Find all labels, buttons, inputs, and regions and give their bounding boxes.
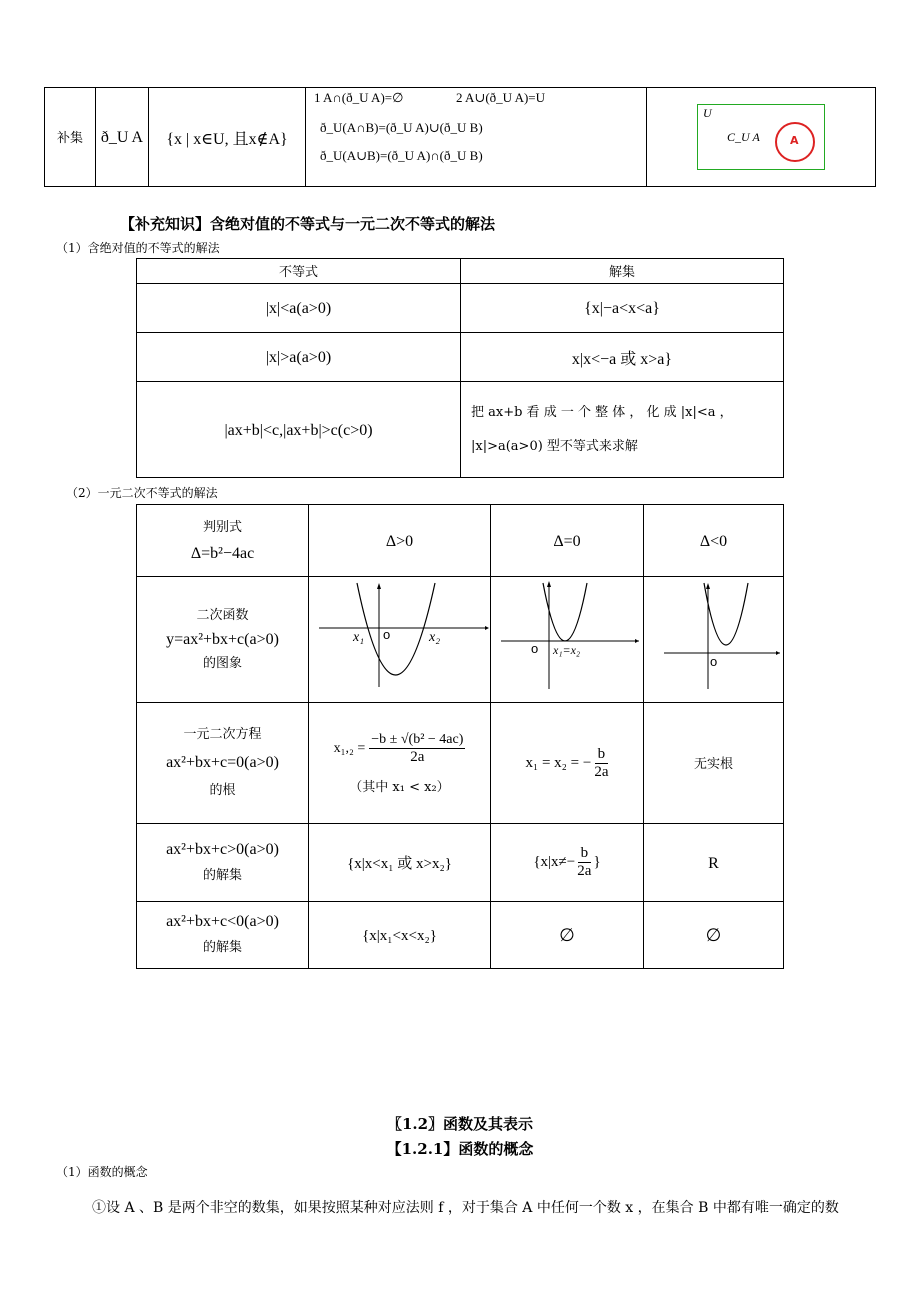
- case-neg: Δ<0: [644, 505, 784, 577]
- parabola-no-root-graph: [644, 577, 783, 698]
- quad-section-label: （2）一元二次不等式的解法: [66, 486, 218, 500]
- root-pos-note: （其中 x₁ < x₂）: [349, 779, 450, 795]
- abs-header-ineq: 不等式: [137, 259, 461, 284]
- graph-neg-origin: o: [710, 654, 718, 669]
- supplement-title: 【补充知识】含绝对值的不等式与一元二次不等式的解法: [120, 215, 496, 233]
- gt-zero-cell: [491, 824, 644, 902]
- root-pos-num: −b ± √(b² − 4ac): [371, 731, 464, 747]
- graph-pos-x2: x₂: [429, 630, 441, 645]
- abs-row2-ineq: |x|>a(a>0): [137, 333, 461, 382]
- case-pos: Δ>0: [309, 505, 491, 577]
- gt-zero-den: 2a: [577, 863, 592, 879]
- abs-row3-sol: [461, 382, 784, 478]
- abs-table: [136, 258, 784, 478]
- root-zero-cell: [491, 703, 644, 824]
- abs-row2-sol: x|x<−a 或 x>a}: [461, 333, 784, 382]
- complement-notation: ð_U A: [100, 129, 144, 146]
- gt-neg-cell: R: [644, 824, 784, 902]
- lt-neg-cell: ∅: [644, 902, 784, 969]
- graph-zero-cell: [491, 577, 644, 703]
- section-1-2-1-title: 【1.2.1】函数的概念: [386, 1140, 534, 1158]
- graph-neg-cell: [644, 577, 784, 703]
- graph-zero-double-root: x₁=x₂: [553, 643, 581, 657]
- graph-pos-x1: x₁: [353, 630, 365, 645]
- root-neg-cell: 无实根: [644, 703, 784, 824]
- case-zero: Δ=0: [491, 505, 644, 577]
- quad-table: [136, 504, 784, 969]
- graph-row-label: 二次函数 y=ax²+bx+c(a>0) 的图象: [137, 577, 309, 703]
- venn-complement-label: C_U A: [727, 130, 760, 144]
- complement-definition-cell: [149, 88, 306, 187]
- lt-row-label: ax²+bx+c<0(a>0) 的解集: [137, 902, 309, 969]
- lt-zero-cell: ∅: [491, 902, 644, 969]
- complement-prop3: ð_U(A∪B)=(ð_U A)∩(ð_U B): [320, 148, 483, 163]
- root-row-label: 一元二次方程 ax²+bx+c=0(a>0) 的根: [137, 703, 309, 824]
- abs-row3-sol-line2: |x|>a(a>0) 型不等式来求解: [471, 438, 638, 454]
- concept-label: （1）函数的概念: [56, 1165, 148, 1179]
- gt-zero-num: b: [578, 845, 592, 863]
- complement-name: 补集: [56, 130, 83, 146]
- concept-text: ①设 A 、B 是两个非空的数集，如果按照某种对应法则 f ，对于集合 A 中任何一个数 x ，在集合 B 中都有唯一确定的数: [92, 1200, 839, 1216]
- root-zero-num: b: [595, 746, 609, 764]
- complement-prop1-left: 1 A∩(ð_U A)=∅: [314, 90, 404, 105]
- venn-set-label: A: [790, 134, 799, 147]
- root-pos-den: 2a: [410, 748, 425, 765]
- complement-prop1-right: 2 A∪(ð_U A)=U: [456, 90, 546, 105]
- abs-header-sol: 解集: [461, 259, 784, 284]
- graph-zero-origin: o: [531, 641, 539, 656]
- complement-notation-cell: [96, 88, 149, 187]
- gt-pos-cell: {x|x<x₁ 或 x>x₂}: [309, 824, 491, 902]
- complement-table: [44, 87, 876, 187]
- root-zero-den: 2a: [594, 763, 609, 780]
- parabola-one-root-graph: [491, 577, 643, 698]
- venn-universe-label: U: [703, 106, 712, 120]
- complement-properties-cell: [306, 88, 647, 187]
- complement-prop2: ð_U(A∩B)=(ð_U A)∪(ð_U B): [320, 120, 483, 135]
- disc-header: 判别式 Δ=b²−4ac: [137, 505, 309, 577]
- root-zero-lhs: x₁ = x₂ = −: [525, 754, 592, 771]
- abs-row1-ineq: |x|<a(a>0): [137, 284, 461, 333]
- complement-name-cell: [45, 88, 96, 187]
- gt-zero-pre: {x|x≠−: [533, 854, 576, 870]
- abs-row3-ineq: |ax+b|<c,|ax+b|>c(c>0): [137, 382, 461, 478]
- parabola-two-roots-graph: [309, 577, 490, 698]
- complement-venn-cell: [647, 88, 876, 187]
- complement-definition: {x | x∈U, 且x∉A}: [166, 130, 288, 148]
- graph-pos-origin: o: [383, 627, 391, 642]
- gt-zero-post: }: [593, 854, 601, 870]
- abs-row3-sol-line1: 把 ax+b 看 成 一 个 整 体 ， 化 成 |x|<a ，: [471, 404, 733, 420]
- abs-section-label: （1）含绝对值的不等式的解法: [56, 241, 220, 255]
- root-pos-lhs: x₁,₂ =: [333, 740, 366, 756]
- gt-row-label: ax²+bx+c>0(a>0) 的解集: [137, 824, 309, 902]
- graph-pos-cell: [309, 577, 491, 703]
- lt-pos-cell: {x|x₁<x<x₂}: [309, 902, 491, 969]
- root-pos-cell: [309, 703, 491, 824]
- section-1-2-title: 〖1.2〗函数及其表示: [386, 1115, 534, 1133]
- abs-row1-sol: {x|−a<x<a}: [461, 284, 784, 333]
